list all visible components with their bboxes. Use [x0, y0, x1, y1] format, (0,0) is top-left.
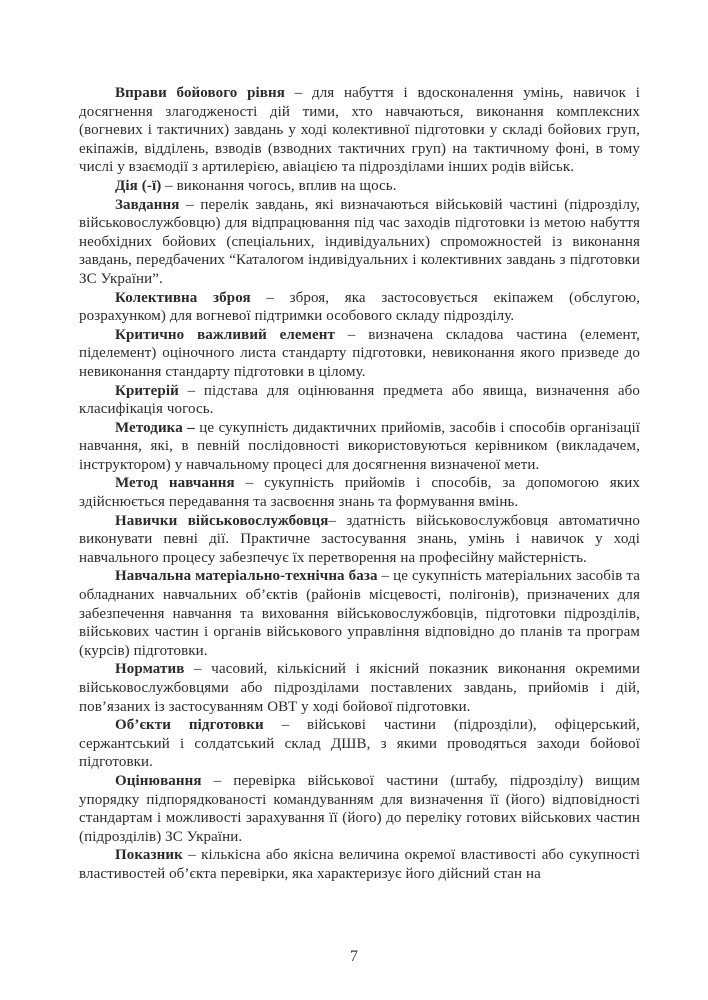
definition-paragraph: [79, 177, 640, 196]
definition-paragraph: [79, 326, 640, 382]
definition-term: Методика –: [115, 419, 195, 436]
definition-paragraph: [79, 84, 640, 177]
definition-text: – виконання чогось, вплив на щось.: [161, 177, 397, 194]
definition-text: – перелік завдань, які визначаються військовій частині (підрозділу, військовослужбовцю) для відпрацювання під час заходів підготовки із метою набуття необхідних бойових (спеціальних, індивідуальних) спроможностей із виконання завдань, передбачених “Каталогом індивідуальних і колективних завдань з підготовки ЗС України”.: [79, 196, 640, 287]
definition-text: – підстава для оцінювання предмета або явища, визначення або класифікація чогось.: [79, 382, 640, 418]
definition-term: Критично важливий елемент: [115, 326, 335, 343]
definition-term: Критерій: [115, 382, 179, 399]
definition-term: Навички військовослужбовця: [115, 512, 329, 529]
definition-text: – для набуття і вдосконалення умінь, навичок і досягнення злагодженості дій тими, хто навчаються, виконання комплексних (вогневих і тактичних) завдань у ході колективної підготовки у складі бойових груп, екіпажів, відділень, взводів (взводних тактичних груп) на тактичному фоні, в тому числі у взаємодії з артилерією, авіацією та підрозділами інших родів військ.: [79, 85, 640, 176]
definition-paragraph: [79, 660, 640, 716]
definition-paragraph: [79, 289, 640, 326]
definition-term: Дія (-ї): [115, 177, 162, 194]
definition-paragraph: [79, 474, 640, 511]
definition-text: – це сукупність матеріальних засобів та обладнаних навчальних об’єктів (районів місцевості, полігонів), призначених для забезпечення навчання та виховання військовослужбовців, підготовки підрозділів, військових частин і органів військового управління відповідно до планів та програм (курсів) підготовки.: [79, 568, 640, 659]
definition-paragraph: [79, 419, 640, 475]
definition-paragraph: [79, 772, 640, 846]
definition-text: – військові частини (підрозділи), офіцерський, сержантський і солдатський склад ДШВ, з якими проводяться заходи бойової підготовки.: [79, 717, 641, 771]
page-number: 7: [350, 948, 358, 965]
definition-term: Метод навчання: [115, 475, 235, 492]
definition-text: – визначена складова частина (елемент, піделемент) оціночного листа стандарту підготовки, невиконання якого призведе до невиконання стандарту підготовки в цілому.: [79, 326, 640, 380]
definition-text: – зброя, яка застосовується екіпажем (обслугою, розрахунком) для вогневої підтримки особового складу підрозділу.: [79, 289, 640, 325]
definition-paragraph: [79, 382, 640, 419]
definition-term: Вправи бойового рівня: [115, 85, 285, 101]
definition-paragraph: [79, 196, 640, 289]
definition-text: це сукупність дидактичних прийомів, засобів і способів організації навчання, які, в певній послідовності використовуються керівником (викладачем, інструктором) у навчальному процесі для досягнення визначеної мети.: [79, 419, 640, 473]
definition-text: – часовий, кількісний і якісний показник виконання окремими військовослужбовцями або підрозділами поставлених завдань, прийомів і дій, пов’язаних із застосуванням ОВТ у ході бойової підготовки.: [79, 661, 640, 715]
definition-term: Оцінювання: [115, 772, 202, 789]
definition-paragraph: [79, 846, 640, 883]
definition-term: Об’єкти підготовки: [115, 717, 264, 734]
definition-term: Показник: [115, 847, 183, 864]
definition-term: Завдання: [115, 196, 180, 213]
definition-paragraph: [79, 512, 640, 568]
definition-term: Норматив: [115, 661, 185, 678]
definition-paragraph: [79, 567, 640, 660]
definition-text: – сукупність прийомів і способів, за допомогою яких здійснюється передавання та засвоєння знань та формування вмінь.: [79, 475, 640, 511]
definition-term: Колективна зброя: [115, 289, 251, 306]
text-block: [79, 84, 640, 884]
definition-text: – здатність військовослужбовця автоматично виконувати певні дії. Практичне застосування знань, умінь і навичок у ході навчального процесу забезпечує їх перетворення на професійну майстерність.: [79, 512, 641, 566]
definition-text: – кількісна або якісна величина окремої властивості або сукупності властивостей об’єкта перевірки, яка характеризує його дійсний стан на: [79, 847, 640, 882]
definition-paragraph: [79, 716, 640, 772]
definition-text: – перевірка військової частини (штабу, підрозділу) вищим упорядку підпорядкованості командуванням для визначення її (його) відповідності стандартам і можливості зарахування її (його) до переліку готових військових частин (підрозділів) ЗС України.: [79, 772, 640, 845]
definition-term: Навчальна матеріально-технічна база: [115, 568, 378, 585]
